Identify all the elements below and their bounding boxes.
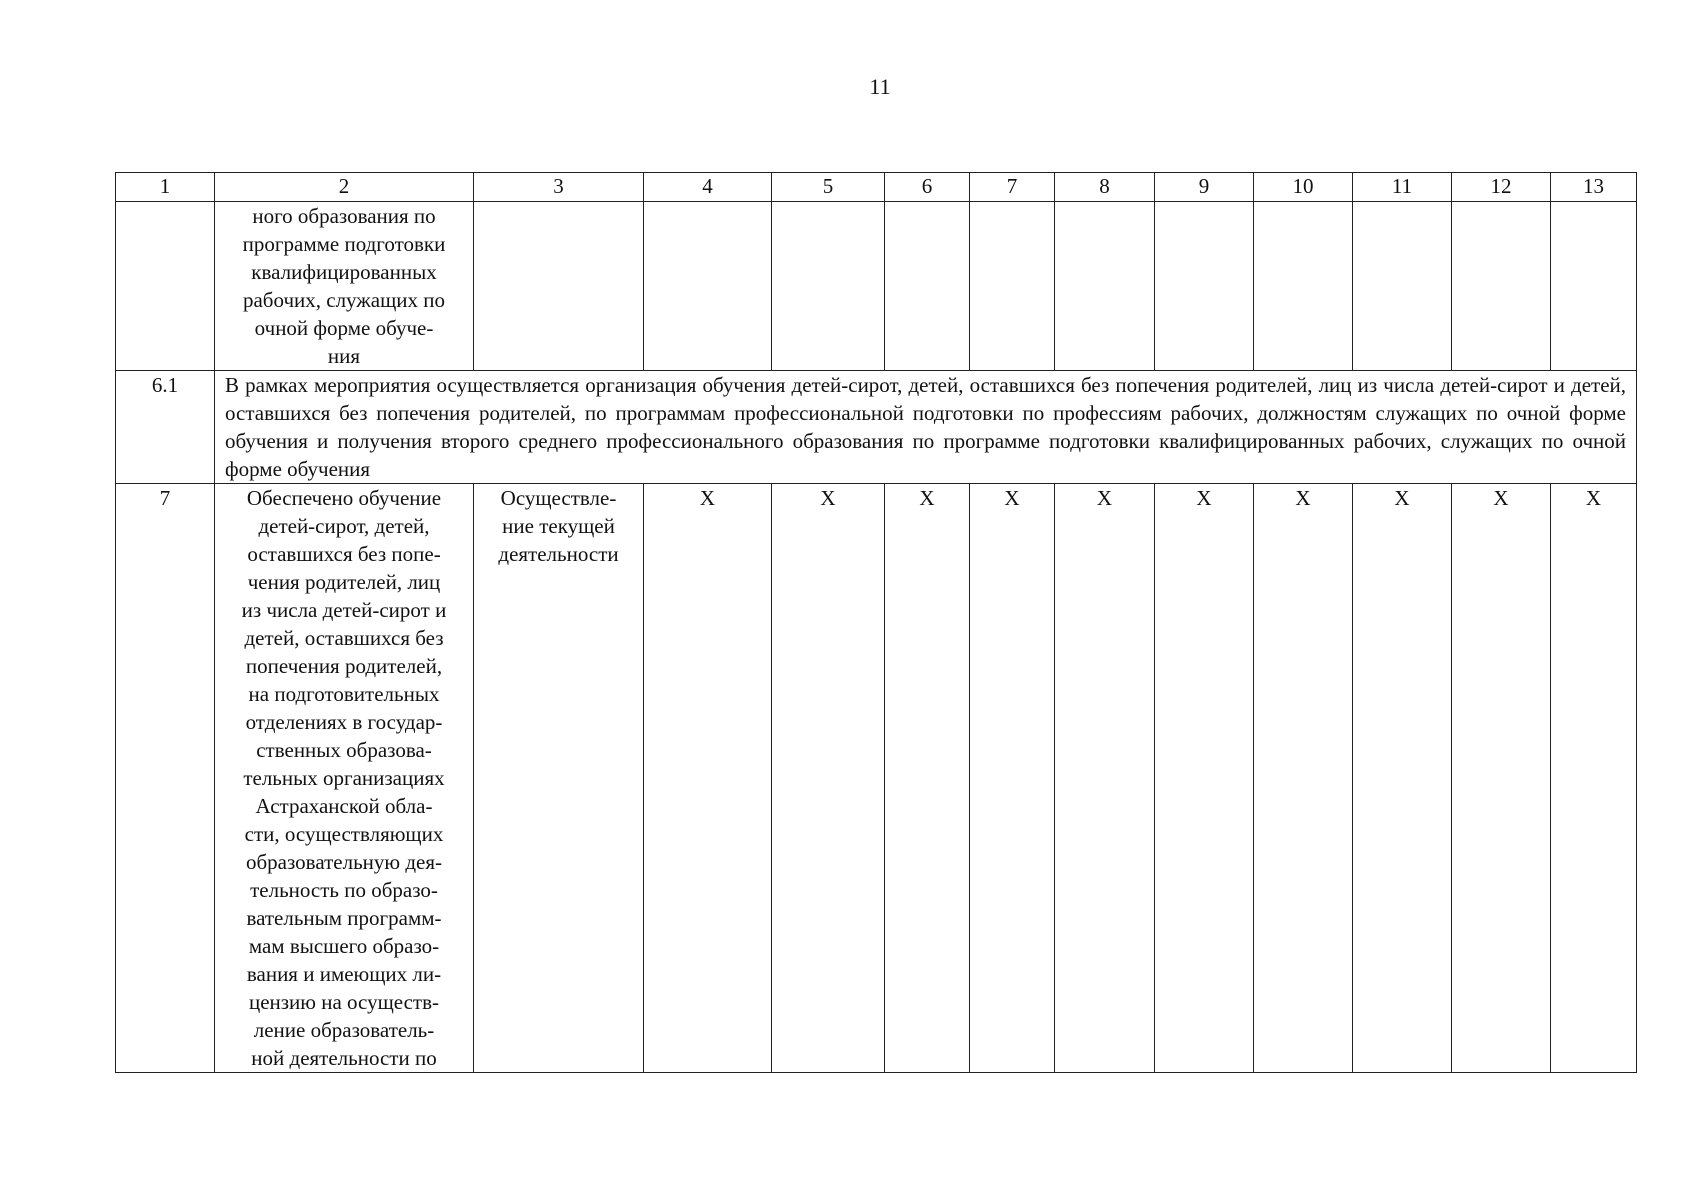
empty-cell bbox=[1254, 202, 1353, 371]
text-line: тельных организациях bbox=[243, 766, 445, 790]
text-line: детей-сирот, детей, bbox=[258, 514, 430, 538]
mark-cell: Х bbox=[644, 484, 772, 1073]
text-line: образовательную дея- bbox=[246, 850, 442, 874]
header-cell: 1 bbox=[116, 173, 215, 202]
text-line: деятельности bbox=[498, 542, 619, 566]
text-line: Обеспечено обучение bbox=[246, 486, 442, 510]
text-line: ния bbox=[327, 344, 361, 368]
header-cell: 7 bbox=[970, 173, 1055, 202]
header-cell: 6 bbox=[885, 173, 970, 202]
text-line: очной форме обуче- bbox=[254, 316, 434, 340]
implementation-cell bbox=[474, 484, 644, 1073]
header-cell: 2 bbox=[215, 173, 474, 202]
header-cell: 11 bbox=[1353, 173, 1452, 202]
text-line: рабочих, служащих по bbox=[242, 288, 445, 312]
text-line: оставшихся без попе- bbox=[247, 542, 441, 566]
empty-cell bbox=[885, 202, 970, 371]
table-row bbox=[116, 484, 1637, 1073]
text-line: на подготовительных bbox=[248, 682, 440, 706]
header-cell: 13 bbox=[1551, 173, 1637, 202]
mark-cell: Х bbox=[1055, 484, 1155, 1073]
text-line: отделениях в государ- bbox=[245, 710, 443, 734]
empty-cell bbox=[1155, 202, 1254, 371]
header-cell: 4 bbox=[644, 173, 772, 202]
empty-cell bbox=[474, 202, 644, 371]
empty-cell bbox=[1353, 202, 1452, 371]
mark-cell: Х bbox=[1551, 484, 1637, 1073]
text-line: из числа детей-сирот и bbox=[241, 598, 447, 622]
table-row bbox=[116, 202, 1637, 371]
mark-cell: Х bbox=[772, 484, 885, 1073]
row-number-cell: 7 bbox=[116, 484, 215, 1073]
row-number-cell bbox=[116, 202, 215, 371]
header-cell: 5 bbox=[772, 173, 885, 202]
empty-cell bbox=[970, 202, 1055, 371]
text-line: ление образователь- bbox=[253, 1018, 435, 1042]
text-line: цензию на осуществ- bbox=[248, 990, 440, 1014]
text-line: квалифицированных bbox=[251, 260, 437, 284]
empty-cell bbox=[1452, 202, 1551, 371]
text-line: тельность по образо- bbox=[250, 878, 438, 902]
text-line: Астраханской обла- bbox=[255, 794, 433, 818]
mark-cell: Х bbox=[970, 484, 1055, 1073]
measure-note-cell: В рамках мероприятия осуществляется организация обучения детей-сирот, детей, оставшихся без попечения родителей, лиц из числа детей-сирот и детей, оставшихся без попечения родителей, по программам профессиональной подготовки по профессиям рабочих, должностям служащих по очной форме обучения и получения второго среднего профессионального образования по программе подготовки квалифицированных рабочих, служащих по очной форме обучения bbox=[215, 371, 1637, 484]
row-number-cell: 6.1 bbox=[116, 371, 215, 484]
mark-cell: Х bbox=[1353, 484, 1452, 1073]
page-number: 11 bbox=[869, 74, 891, 99]
text-line: ной деятельности по bbox=[251, 1046, 437, 1070]
header-row bbox=[116, 173, 1637, 202]
text-line: ного образования по bbox=[252, 204, 436, 228]
text-line: попечения родителей, bbox=[245, 654, 443, 678]
text-line: чения родителей, лиц bbox=[247, 570, 441, 594]
mark-cell: Х bbox=[1155, 484, 1254, 1073]
empty-cell bbox=[1055, 202, 1155, 371]
data-table bbox=[115, 172, 1637, 1073]
mark-cell: Х bbox=[1254, 484, 1353, 1073]
text-line: вательным программ- bbox=[246, 906, 442, 930]
mark-cell: Х bbox=[1452, 484, 1551, 1073]
header-cell: 12 bbox=[1452, 173, 1551, 202]
header-cell: 10 bbox=[1254, 173, 1353, 202]
header-cell: 3 bbox=[474, 173, 644, 202]
text-line: ние текущей bbox=[502, 514, 615, 538]
text-line: ственных образова- bbox=[256, 738, 432, 762]
empty-cell bbox=[1551, 202, 1637, 371]
description-cell bbox=[215, 202, 474, 371]
text-line: Осуществле- bbox=[500, 486, 617, 510]
empty-cell bbox=[644, 202, 772, 371]
text-line: мам высшего образо- bbox=[248, 934, 440, 958]
mark-cell: Х bbox=[885, 484, 970, 1073]
table-row bbox=[116, 371, 1637, 484]
description-cell bbox=[215, 484, 474, 1073]
header-cell: 8 bbox=[1055, 173, 1155, 202]
header-cell: 9 bbox=[1155, 173, 1254, 202]
empty-cell bbox=[772, 202, 885, 371]
text-line: вания и имеющих ли- bbox=[246, 962, 442, 986]
text-line: программе подготовки bbox=[242, 232, 446, 256]
text-line: сти, осуществляющих bbox=[244, 822, 444, 846]
text-line: детей, оставшихся без bbox=[244, 626, 444, 650]
